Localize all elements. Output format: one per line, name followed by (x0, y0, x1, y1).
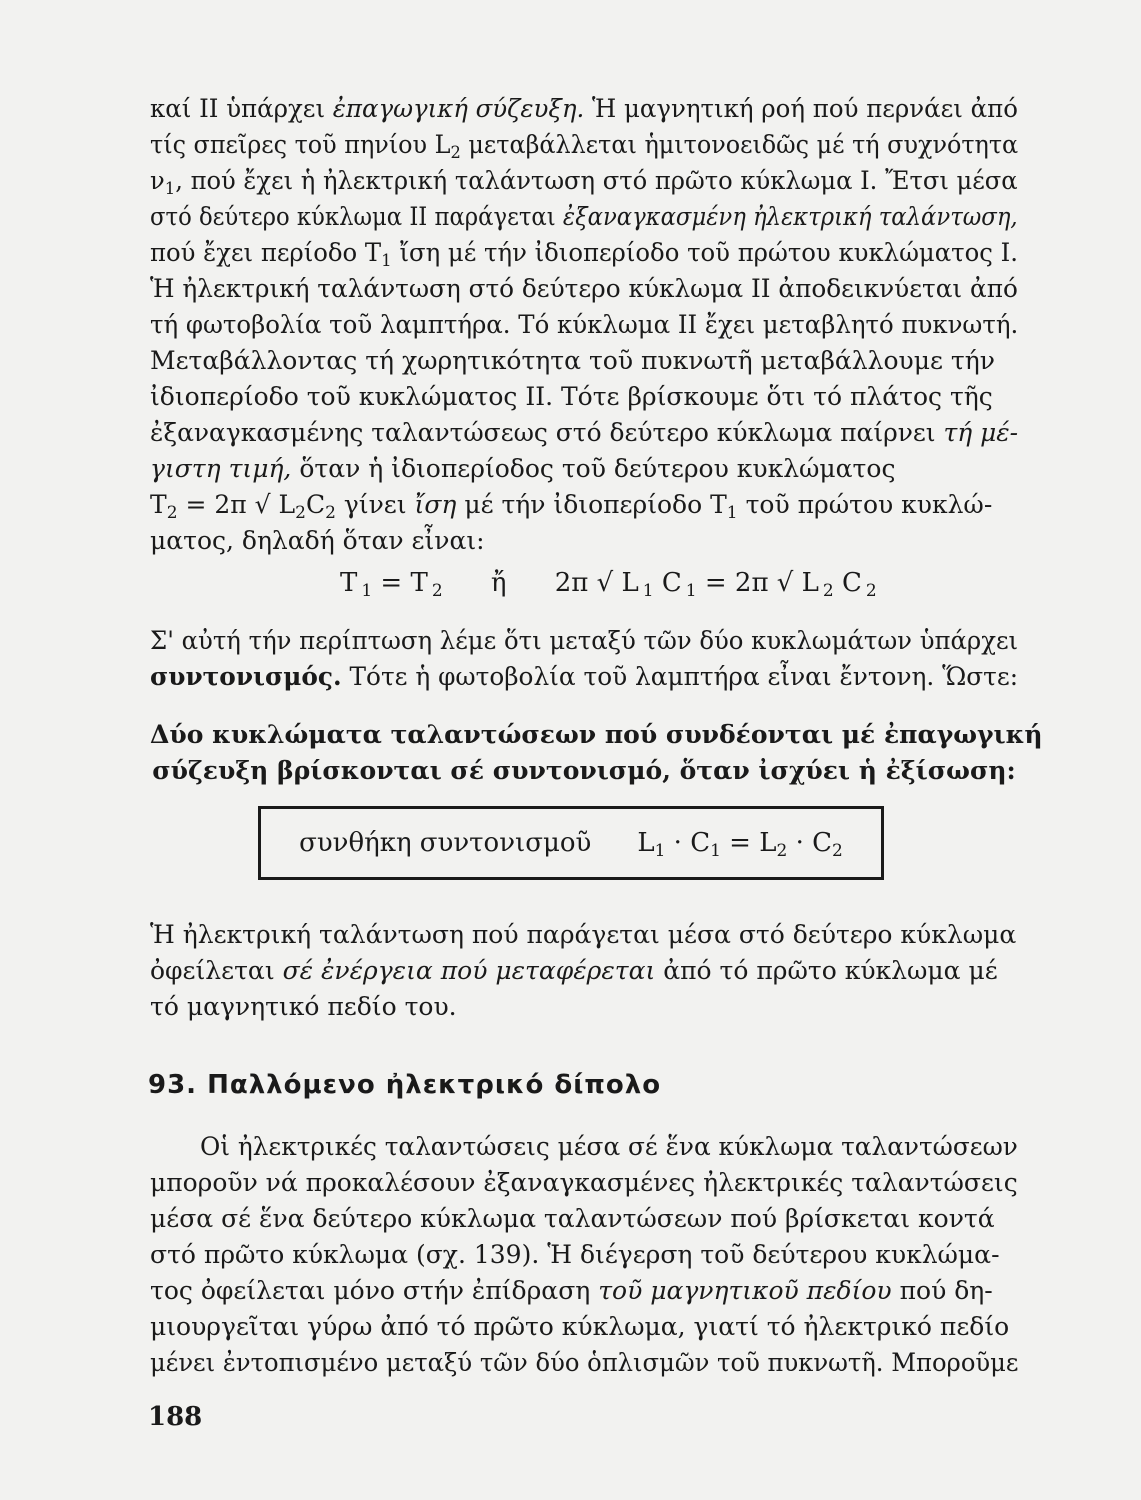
text-run: μέσα σέ ἕνα δεύτερο κύκλωμα ταλαντώσεων πού βρίσκεται κοντά (150, 1204, 995, 1233)
subscript: 2 (450, 143, 461, 163)
rule-statement-line: Δύο κυκλώματα ταλαντώσεων πού συνδέονται μέ ἐπαγωγική (150, 720, 1043, 749)
text-run: πού δη- (891, 1276, 993, 1305)
formula-part: · C (665, 828, 711, 858)
text-run: Ἡ ἠλεκτρική ταλάντωση στό δεύτερο κύκλωμα II ἀποδεικνύεται ἀπό (150, 274, 1018, 303)
rule-statement-line: σύζευξη βρίσκονται σέ συντονισμό, ὅταν ἰσχύει ἡ ἐξίσωση: (152, 756, 1016, 785)
text-run: στό δεύτερο κύκλωμα II παράγεται (150, 202, 563, 231)
box-label: συνθήκη συντονισμοῦ (299, 828, 592, 858)
text-line (150, 416, 1018, 450)
subscript: 2 (865, 581, 877, 601)
text-run: μιουργεῖται γύρω ἀπό τό πρῶτο κύκλωμα, γιατί τό ἠλεκτρικό πεδίο (150, 1312, 1010, 1341)
text-line (150, 308, 1018, 342)
formula-part: · C (787, 828, 833, 858)
section-heading: 93. Παλλόμενο ἠλεκτρικό δίπολο (148, 1070, 662, 1100)
text-line (150, 1238, 1018, 1272)
text-run: ματος, δηλαδή ὅταν εἶναι: (150, 526, 485, 555)
text-run: τό μαγνητικό πεδίο του. (150, 992, 457, 1021)
subscript: 2 (822, 581, 834, 601)
italic-term: ἴση (414, 490, 457, 519)
text-run: μένει ἐντοπισμένο μεταξύ τῶν δύο ὁπλισμῶν τοῦ πυκνωτῆ. Μποροῦμε (150, 1348, 1019, 1377)
formula-part: L (637, 828, 655, 858)
text-run: τίς σπεῖρες τοῦ πηνίου L (150, 130, 451, 159)
formula-part: C (653, 568, 682, 598)
text-line (150, 488, 1018, 522)
italic-term: γιστη τιμή, (150, 454, 292, 483)
text-run: Οἱ ἠλεκτρικές ταλαντώσεις μέσα σέ ἕνα κύκλωμα ταλαντώσεων (200, 1132, 1018, 1161)
text-line (150, 1202, 1018, 1236)
text-run: Σ' αὐτή τήν περίπτωση λέμε ὅτι μεταξύ τῶν δύο κυκλωμάτων ὑπάρχει (150, 626, 1019, 655)
subscript: 2 (431, 581, 443, 601)
text-run: ἰδιοπερίοδο τοῦ κυκλώματος II. Τότε βρίσκουμε ὅτι τό πλάτος τῆς (150, 382, 993, 411)
text-run: T (150, 490, 167, 519)
formula-part: 2π √ L (554, 568, 639, 598)
subscript: 2 (776, 841, 788, 861)
subscript: 2 (325, 503, 336, 523)
formula-part: = 2π √ L (696, 568, 819, 598)
text-line (150, 954, 1018, 988)
text-line (150, 128, 1018, 162)
text-line (150, 236, 1018, 270)
text-line (150, 624, 1018, 658)
subscript: 1 (710, 841, 721, 861)
subscript: 2 (166, 503, 178, 523)
text-run: ἀπό τό πρῶτο κύκλωμα μέ (655, 956, 998, 985)
formula-part: = T (372, 568, 428, 598)
subscript: 1 (726, 503, 738, 523)
text-run: Ἡ ἠλεκτρική ταλάντωση πού παράγεται μέσα στό δεύτερο κύκλωμα (150, 920, 1017, 949)
text-line (150, 1130, 1018, 1164)
text-run: Μεταβάλλοντας τή χωρητικότητα τοῦ πυκνωτῆ μεταβάλλουμε τήν (150, 346, 995, 375)
subscript: 1 (654, 841, 666, 861)
text-line (150, 1346, 1018, 1380)
text-run: τος ὀφείλεται μόνο στήν ἐπίδραση (150, 1276, 599, 1305)
text-run: τή φωτοβολία τοῦ λαμπτήρα. Τό κύκλωμα II ἔχει μεταβλητό πυκνωτή. (150, 310, 1019, 339)
subscript: 1 (361, 581, 373, 601)
text-run: Τότε ἡ φωτοβολία τοῦ λαμπτήρα εἶναι ἔντονη. Ὥστε: (341, 662, 1019, 691)
subscript: 1 (164, 179, 176, 199)
text-run: μέ τήν ἰδιοπερίοδο T (456, 490, 727, 519)
text-line (150, 380, 1018, 414)
text-line (150, 1274, 1018, 1308)
text-run: πού ἔχει περίοδο T (150, 238, 382, 267)
text-line (150, 1166, 1018, 1200)
formula-part: C (833, 568, 862, 598)
subscript: 1 (642, 581, 654, 601)
text-run: γίνει (335, 490, 415, 519)
italic-term: σέ ἐνέργεια πού μεταφέρεται (282, 956, 656, 985)
text-line (150, 452, 1018, 486)
resonance-condition-box (258, 806, 884, 880)
text-run: Ἡ μαγνητική ροή πού περνάει ἀπό (584, 94, 1018, 123)
italic-term: ἐπαγωγική σύζευξη. (332, 94, 585, 123)
subscript: 1 (381, 251, 392, 271)
text-line (150, 92, 1018, 126)
text-line (150, 990, 1018, 1024)
box-equation (637, 828, 843, 861)
text-run: μεταβάλλεται ἡμιτονοειδῶς μέ τή συχνότητα (460, 130, 1019, 159)
text-run: = 2π √ L (177, 490, 296, 519)
formula-or: ἤ (490, 568, 507, 598)
text-run: ὀφείλεται (150, 956, 283, 985)
text-line (150, 200, 1018, 234)
subscript: 1 (685, 581, 697, 601)
bold-term: συντονισμός. (150, 662, 342, 691)
text-line (150, 164, 1018, 198)
text-run: καί II ὑπάρχει (150, 94, 333, 123)
text-line (150, 660, 1018, 694)
text-run: τοῦ πρώτου κυκλώ- (737, 490, 993, 519)
text-line (150, 918, 1018, 952)
italic-term: τή μέ- (943, 418, 1019, 447)
text-run: , πού ἔχει ἡ ἠλεκτρική ταλάντωση στό πρῶτο κύκλωμα I. Ἔτσι μέσα (175, 166, 1018, 195)
italic-term: ἐξαναγκασμένη ἠλεκτρική ταλάντωση, (562, 202, 1018, 231)
text-run: ν (150, 166, 165, 195)
resonance-formula (340, 566, 877, 600)
subscript: 2 (295, 503, 306, 523)
text-run: στό πρῶτο κύκλωμα (σχ. 139). Ἡ διέγερση τοῦ δεύτερου κυκλώμα- (150, 1240, 1000, 1269)
text-run: ὅταν ἡ ἰδιοπερίοδος τοῦ δεύτερου κυκλώματος (291, 454, 896, 483)
text-line (150, 524, 1018, 558)
formula-part: T (340, 568, 358, 598)
text-run: C (305, 490, 326, 519)
italic-term: τοῦ μαγνητικοῦ πεδίου (598, 1276, 892, 1305)
text-run: ἴση μέ τήν ἰδιοπερίοδο τοῦ πρώτου κυκλώματος I. (391, 238, 1018, 267)
text-line (150, 344, 1018, 378)
formula-part: = L (720, 828, 777, 858)
subscript: 2 (832, 841, 843, 861)
page-number: 188 (148, 1402, 203, 1432)
text-run: μποροῦν νά προκαλέσουν ἐξαναγκασμένες ἠλεκτρικές ταλαντώσεις (150, 1168, 1018, 1197)
text-run: ἐξαναγκασμένης ταλαντώσεως στό δεύτερο κύκλωμα παίρνει (150, 418, 944, 447)
text-line (150, 272, 1018, 306)
text-line (150, 1310, 1018, 1344)
